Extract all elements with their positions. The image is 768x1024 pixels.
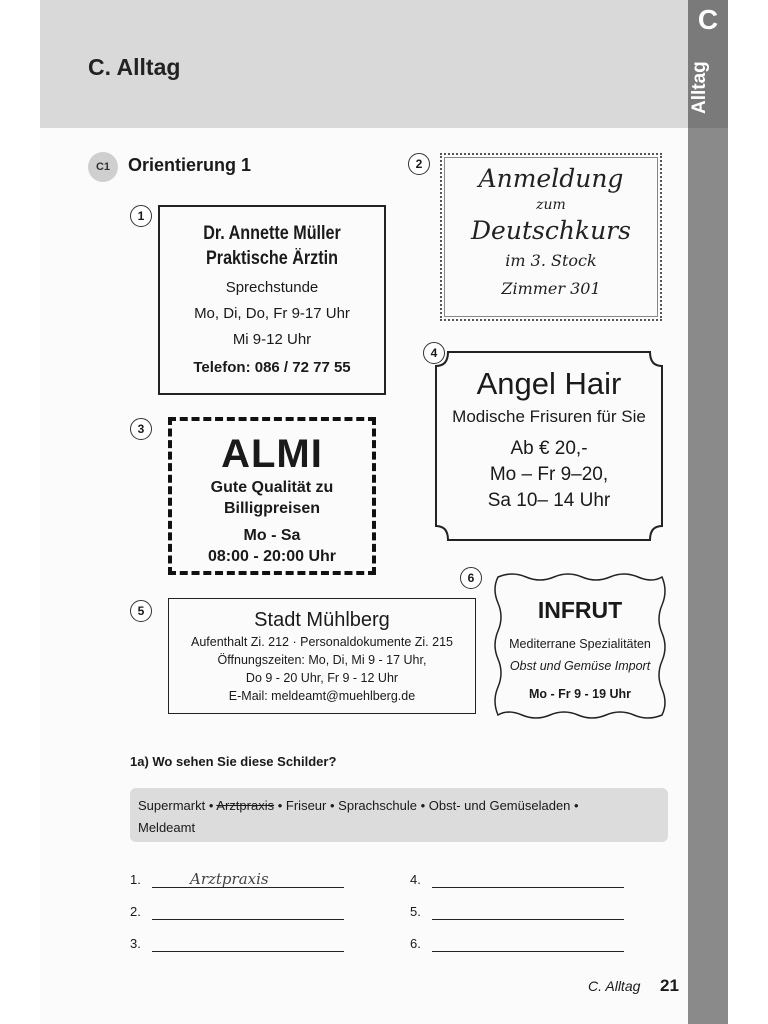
word-separator: • bbox=[329, 798, 335, 813]
sign-text: Do 9 - 20 Uhr, Fr 9 - 12 Uhr bbox=[245, 671, 399, 685]
sign-supermarket bbox=[168, 417, 376, 575]
word-box bbox=[130, 788, 668, 842]
sign-text: Mi 9-12 Uhr bbox=[232, 331, 312, 348]
sign-text: Modische Frisuren für Sie bbox=[452, 407, 646, 426]
sign-text: ALMI bbox=[221, 432, 323, 476]
sign-text: 08:00 - 20:00 Uhr bbox=[207, 548, 337, 565]
page-number: 21 bbox=[660, 976, 679, 995]
sign-text: Praktische Ärztin bbox=[206, 248, 338, 269]
side-tab-word-text: Alltag bbox=[689, 61, 710, 114]
sign-text: Mo - Sa bbox=[243, 527, 301, 544]
sign-text: INFRUT bbox=[537, 597, 623, 623]
word-item: Obst- und Gemüseladen bbox=[428, 798, 571, 813]
side-tab bbox=[688, 0, 728, 1024]
side-tab-letter: C bbox=[697, 4, 719, 35]
sign-text: Deutschkurs bbox=[471, 216, 631, 245]
sign-text: Obst und Gemüse Import bbox=[509, 659, 651, 673]
sign-text: Mo - Fr 9 - 19 Uhr bbox=[528, 687, 632, 701]
sign-text: Gute Qualität zu bbox=[210, 479, 334, 496]
sign-text: Ab € 20,- bbox=[510, 438, 588, 459]
sign-text: Billigpreisen bbox=[223, 500, 321, 517]
answer-rule bbox=[432, 919, 624, 920]
sign-number: 6 bbox=[460, 567, 482, 589]
sign-number: 5 bbox=[130, 600, 152, 622]
exercise-badge: C1 bbox=[88, 152, 118, 182]
word-item: Meldeamt bbox=[138, 820, 196, 835]
word-separator: • bbox=[208, 798, 214, 813]
sign-text: Angel Hair bbox=[476, 366, 622, 401]
sign-text: Stadt Mühlberg bbox=[254, 609, 390, 631]
answer-label: 3. bbox=[130, 936, 141, 951]
word-item-crossed: Arztpraxis bbox=[216, 798, 275, 813]
word-item: Friseur bbox=[285, 798, 327, 813]
answer-label: 2. bbox=[130, 904, 141, 919]
answer-rule bbox=[432, 887, 624, 888]
answer-label: 1. bbox=[130, 872, 141, 887]
sign-text: E-Mail: meldeamt@muehlberg.de bbox=[228, 689, 416, 703]
sign-text: Mediterrane Spezialitäten bbox=[509, 637, 651, 651]
word-separator: • bbox=[574, 798, 579, 813]
word-item: Supermarkt bbox=[138, 798, 206, 813]
sign-text: Aufenthalt Zi. 212 · Personaldokumente Zi. 215 bbox=[191, 635, 453, 649]
answer-value: Arztpraxis bbox=[190, 870, 269, 888]
word-separator: • bbox=[277, 798, 283, 813]
sign-text: Telefon: 086 / 72 77 55 bbox=[193, 359, 351, 376]
answer-rule bbox=[152, 919, 344, 920]
footer-chapter: C. Alltag bbox=[588, 978, 641, 994]
sign-number: 1 bbox=[130, 205, 152, 227]
word-separator: • bbox=[420, 798, 426, 813]
sign-text: Anmeldung bbox=[478, 164, 624, 193]
sign-text: Öffnungszeiten: Mo, Di, Mi 9 - 17 Uhr, bbox=[217, 653, 427, 667]
sign-city-office bbox=[168, 598, 476, 714]
answer-label: 5. bbox=[410, 904, 421, 919]
sign-grocery bbox=[494, 571, 666, 721]
chapter-title: C. Alltag bbox=[88, 54, 181, 80]
sign-text: zum bbox=[536, 197, 566, 213]
sign-text: Sa 10– 14 Uhr bbox=[487, 490, 611, 511]
sign-number: 3 bbox=[130, 418, 152, 440]
sign-hairdresser bbox=[434, 350, 664, 542]
task-prompt: 1a) Wo sehen Sie diese Schilder? bbox=[130, 754, 337, 769]
sign-text: Zimmer 301 bbox=[501, 279, 601, 298]
exercise-title: Orientierung 1 bbox=[128, 155, 252, 175]
sign-text: im 3. Stock bbox=[505, 251, 597, 270]
answer-label: 6. bbox=[410, 936, 421, 951]
sign-course-registration bbox=[440, 153, 662, 321]
sign-doctor bbox=[158, 205, 386, 395]
answer-rule bbox=[432, 951, 624, 952]
sign-text: Mo, Di, Do, Fr 9-17 Uhr bbox=[194, 305, 350, 322]
sign-number: 2 bbox=[408, 153, 430, 175]
answer-rule bbox=[152, 951, 344, 952]
sign-text: Sprechstunde bbox=[225, 279, 319, 296]
sign-text: Dr. Annette Müller bbox=[203, 223, 341, 244]
sign-number: 4 bbox=[423, 342, 445, 364]
sign-text: Mo – Fr 9–20, bbox=[489, 464, 609, 485]
word-item: Sprachschule bbox=[338, 798, 417, 813]
answer-label: 4. bbox=[410, 872, 421, 887]
